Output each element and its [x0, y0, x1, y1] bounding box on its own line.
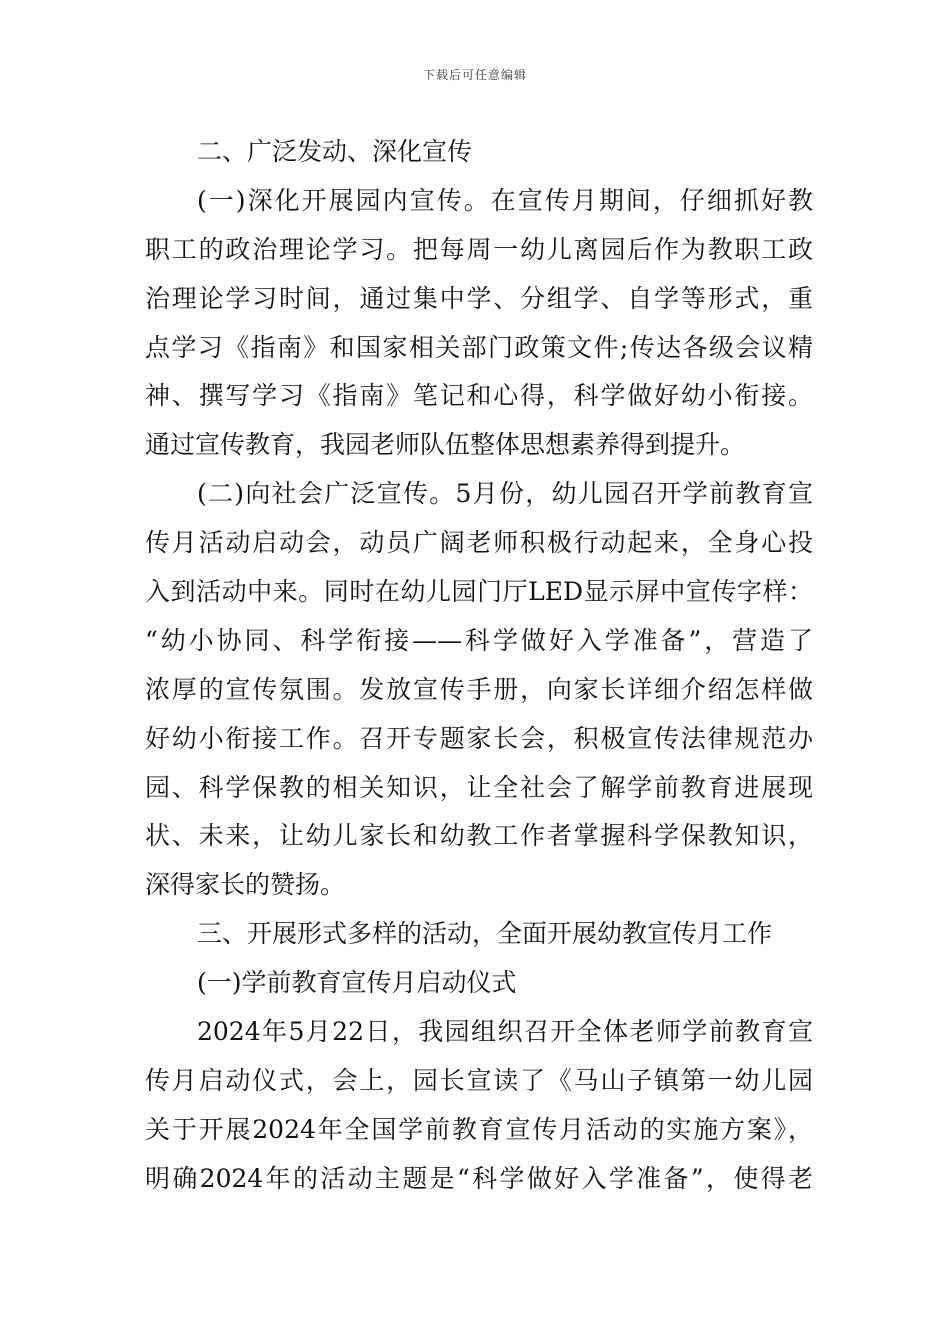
paragraph-line: (一)深化开展园内宣传。在宣传月期间，仔细抓好教: [197, 185, 813, 215]
paragraph-line: 2024年5月22日，我园组织召开全体老师学前教育宣: [197, 1017, 813, 1047]
document-body: [145, 128, 813, 1204]
paragraph-line: 明确2024年的活动主题是“科学做好入学准备”，使得老: [145, 1163, 813, 1193]
paragraph-line: 园、科学保教的相关知识，让全社会了解学前教育进展现: [145, 772, 813, 802]
paragraph-line: 深得家长的赞扬。: [145, 870, 346, 900]
section-heading-2: 二、广泛发动、深化宣传: [197, 137, 473, 166]
paragraph-line: 神、撰写学习《指南》笔记和心得，科学做好幼小衔接。: [145, 381, 813, 411]
paragraph-line: 关于开展2024年全国学前教育宣传月活动的实施方案》，: [145, 1114, 813, 1144]
paragraph-line: 通过宣传教育，我园老师队伍整体思想素养得到提升。: [145, 430, 746, 460]
paragraph-line: 职工的政治理论学习。把每周一幼儿离园后作为教职工政: [145, 234, 813, 264]
paragraph-line: 入到活动中来。同时在幼儿园门厅LED显示屏中宣传字样：: [145, 577, 813, 607]
paragraph-line: (二)向社会广泛宣传。5月份，幼儿园召开学前教育宣: [197, 479, 813, 509]
paragraph-line: 浓厚的宣传氛围。发放宣传手册，向家长详细介绍怎样做: [145, 674, 813, 704]
section-heading-3: 三、开展形式多样的活动，全面开展幼教宣传月工作: [197, 919, 773, 949]
paragraph-line: 传月启动仪式，会上，园长宣读了《马山子镇第一幼儿园: [145, 1065, 813, 1095]
paragraph-line: 治理论学习时间，通过集中学、分组学、自学等形式，重: [145, 283, 813, 313]
paragraph-line: 传月活动启动会，动员广阔老师积极行动起来，全身心投: [145, 528, 813, 558]
download-note: 下载后可任意编辑: [422, 68, 527, 82]
paragraph-line: 点学习《指南》和国家相关部门政策文件;传达各级会议精: [145, 332, 813, 362]
paragraph-line: 好幼小衔接工作。召开专题家长会，积极宣传法律规范办: [145, 723, 813, 753]
paragraph-line: 状、未来，让幼儿家长和幼教工作者掌握科学保教知识，: [145, 821, 813, 851]
paragraph-line: “幼小协同、科学衔接——科学做好入学准备”，营造了: [145, 625, 813, 655]
subsection-heading: (一)学前教育宣传月启动仪式: [197, 968, 517, 998]
